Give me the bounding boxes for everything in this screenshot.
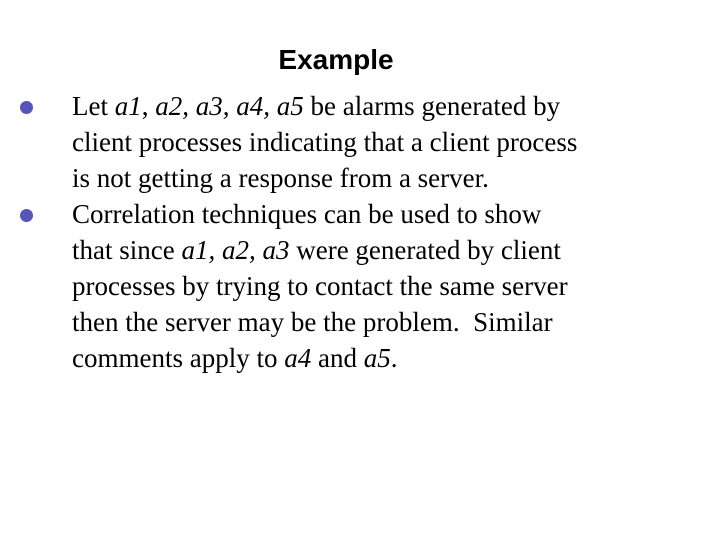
- text-run: client processes indicating that a client process: [72, 127, 578, 157]
- bullet-line: [72, 340, 397, 376]
- italic-term: a5: [363, 343, 391, 373]
- bullet-item: [0, 88, 720, 196]
- italic-term: a1: [114, 91, 142, 121]
- bullet-line: [72, 160, 489, 196]
- text-run: comments apply to: [72, 343, 285, 373]
- bullet-line: [72, 88, 560, 124]
- text-run: Correlation techniques can be used to show: [72, 199, 542, 229]
- bullet-line: [72, 196, 541, 232]
- slide-title: Example: [278, 44, 394, 75]
- text-run: were generated by client: [289, 235, 561, 265]
- text-run: be alarms generated by: [303, 91, 561, 121]
- text-run: is not getting a response from a server.: [72, 163, 489, 193]
- bullet-item: [0, 196, 720, 376]
- bullet-line: [72, 124, 577, 160]
- bullet-line: [72, 304, 553, 340]
- text-run: processes by trying to contact the same server: [72, 271, 568, 301]
- italic-term: a2, a3, a4, a5: [155, 91, 304, 121]
- text-run: and: [311, 343, 364, 373]
- italic-term: a1, a2, a3: [181, 235, 290, 265]
- bullet-line: [72, 268, 568, 304]
- text-run: then the server may be the problem. Similar: [72, 307, 553, 337]
- text-run: ,: [141, 91, 156, 121]
- bullet-dot-icon: [20, 209, 33, 222]
- text-run: Let: [72, 91, 115, 121]
- bullet-dot-icon: [20, 101, 33, 114]
- bullet-line: [72, 232, 561, 268]
- text-run: .: [390, 343, 398, 373]
- text-run: that since: [72, 235, 182, 265]
- italic-term: a4: [284, 343, 312, 373]
